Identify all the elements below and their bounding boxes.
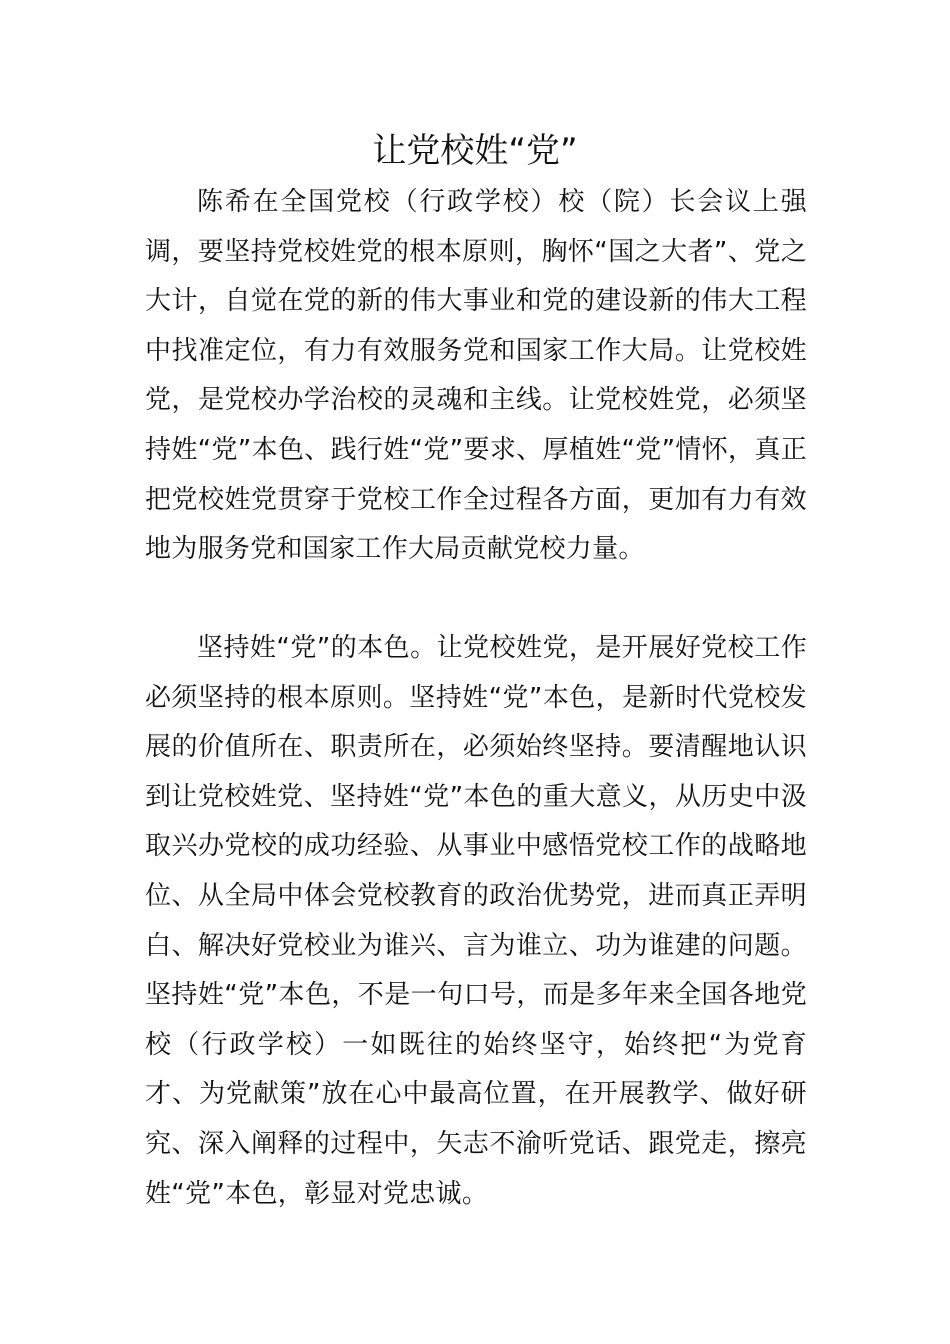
paragraph-section-1: 坚持姓“党”的本色。让党校姓党，是开展好党校工作必须坚持的根本原则。坚持姓“党”本色，是新时代党校发展的价值所在、职责所在，必须始终坚持。要清醒地认识到让党校姓党、坚持姓“党”本色的重大意义，从历史中汲取兴办党校的成功经验、从事业中感悟党校工作的战略地位、从全局中体会党校教育的政治优势党，进而真正弄明白、解决好党校业为谁兴、言为谁立、功为谁建的问题。坚持姓“党”本色，不是一句口号，而是多年来全国各地党校（行政学校）一如既往的始终坚守，始终把“为党育才、为党献策”放在心中最高位置，在开展教学、做好研究、深入阐释的过程中，矢志不渝听党话、跟党走，擦亮姓“党”本色，彰显对党忠诚。 [145, 633, 807, 1209]
paragraph-intro: 陈希在全国党校（行政学校）校（院）长会议上强调，要坚持党校姓党的根本原则，胸怀“国之大者”、党之大计，自觉在党的新的伟大事业和党的建设新的伟大工程中找准定位，有力有效服务党和国家工作大局。让党校姓党，是党校办学治校的灵魂和主线。让党校姓党，必须坚持姓“党”本色、践行姓“党”要求、厚植姓“党”情怀，真正把党校姓党贯穿于党校工作全过程各方面，更加有力有效地为服务党和国家工作大局贡献党校力量。 [145, 187, 807, 565]
document-title: 让党校姓“党” [372, 131, 578, 171]
